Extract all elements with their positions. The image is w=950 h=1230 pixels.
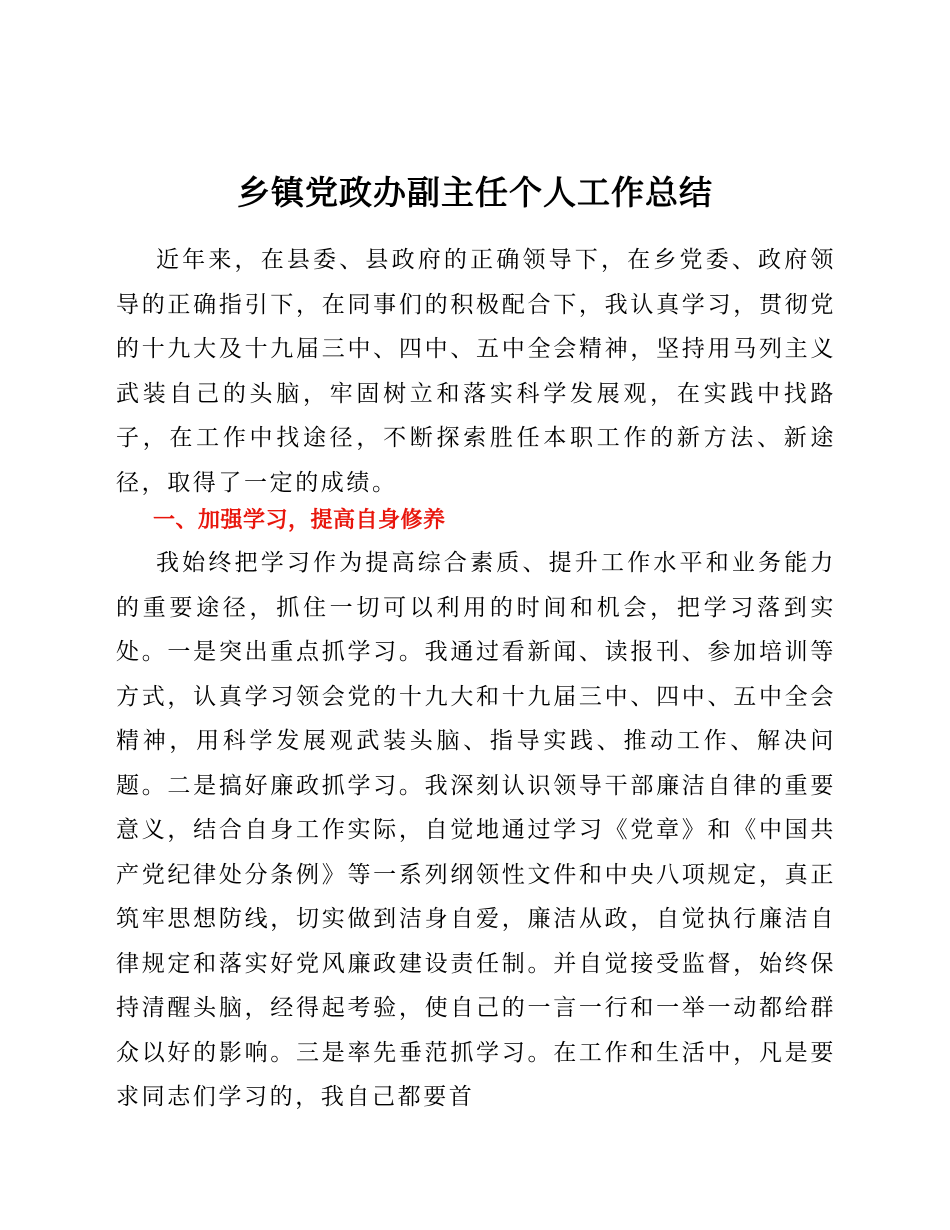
intro-paragraph: 近年来，在县委、县政府的正确领导下，在乡党委、政府领导的正确指引下，在同事们的积极配合下，我认真学习，贯彻党的十九大及十九届三中、四中、五中全会精神，坚持用马列主义武装自己的头脑，牢固树立和落实科学发展观，在实践中找路子，在工作中找途径，不断探索胜任本职工作的新方法、新途径，取得了一定的成绩。 — [116, 247, 836, 496]
intro-paragraph-block — [116, 238, 836, 505]
section-heading: 一、加强学习，提高自身修养 — [153, 508, 446, 533]
document-title: 乡镇党政办副主任个人工作总结 — [237, 173, 713, 212]
section-paragraph-block — [116, 541, 836, 1120]
section-paragraph: 我始终把学习作为提高综合素质、提升工作水平和业务能力的重要途径，抓住一切可以利用的时间和机会，把学习落到实处。一是突出重点抓学习。我通过看新闻、读报刊、参加培训等方式，认真学习领会党的十九大和十九届三中、四中、五中全会精神，用科学发展观武装头脑、指导实践、推动工作、解决问题。二是搞好廉政抓学习。我深刻认识领导干部廉洁自律的重要意义，结合自身工作实际，自觉地通过学习《党章》和《中国共产党纪律处分条例》等一系列纲领性文件和中央八项规定，真正筑牢思想防线，切实做到洁身自爱，廉洁从政，自觉执行廉洁自律规定和落实好党风廉政建设责任制。并自觉接受监督，始终保持清醒头脑，经得起考验，使自己的一言一行和一举一动都给群众以好的影响。三是率先垂范抓学习。在工作和生活中，凡是要求同志们学习的，我自己都要首 — [116, 550, 836, 1110]
